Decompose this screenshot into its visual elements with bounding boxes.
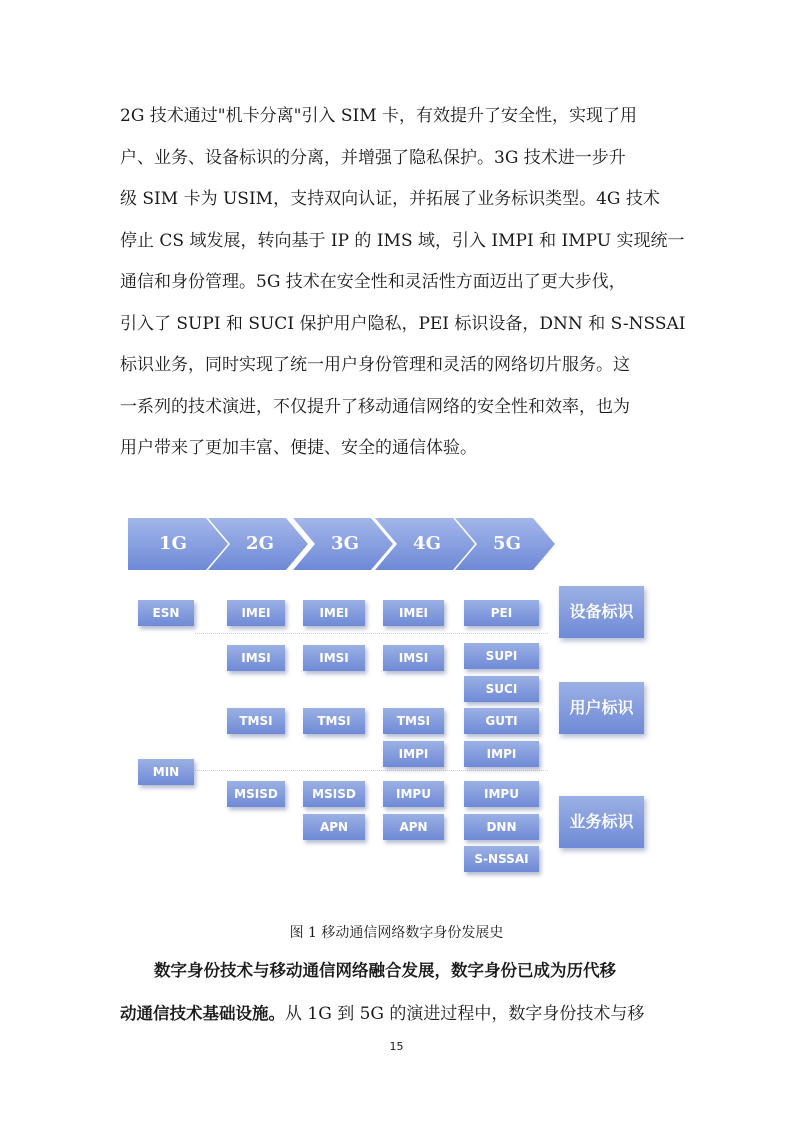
id-box-impi: IMPI: [464, 741, 539, 767]
id-box-msisd: MSISD: [227, 781, 285, 807]
closing-lead-line2: 动通信技术基础设施。: [120, 1003, 285, 1023]
category-device-id: 设备标识: [559, 586, 644, 638]
id-box-apn: APN: [303, 814, 365, 840]
id-box-tmsi: TMSI: [383, 708, 444, 734]
id-box-imei: IMEI: [227, 600, 285, 626]
id-box-imsi: IMSI: [227, 645, 285, 671]
generation-label: 4G: [413, 533, 441, 554]
id-box-pei: PEI: [464, 600, 539, 626]
generation-label: 5G: [493, 533, 521, 554]
generation-label: 2G: [246, 533, 274, 554]
id-box-tmsi: TMSI: [227, 708, 285, 734]
figure-caption: 图 1 移动通信网络数字身份发展史: [289, 925, 504, 941]
id-box-apn: APN: [383, 814, 444, 840]
id-box-esn: ESN: [138, 600, 194, 626]
generation-label: 3G: [331, 533, 359, 554]
id-box-supi: SUPI: [464, 643, 539, 669]
id-box-dnn: DNN: [464, 814, 539, 840]
intro-line: 通信和身份管理。5G 技术在安全性和灵活性方面迈出了更大步伐，: [120, 272, 626, 292]
id-box-min: MIN: [138, 759, 194, 785]
closing-paragraph: [120, 950, 680, 1035]
id-box-impi: IMPI: [383, 741, 444, 767]
id-box-tmsi: TMSI: [303, 708, 365, 734]
intro-line: 标识业务，同时实现了统一用户身份管理和灵活的网络切片服务。这: [120, 355, 630, 375]
intro-line: 一系列的技术演进，不仅提升了移动通信网络的安全性和效率，也为: [120, 396, 630, 417]
separator: [195, 770, 548, 771]
id-box-impu: IMPU: [464, 781, 539, 807]
separator: [195, 633, 548, 634]
id-box-impu: IMPU: [383, 781, 444, 807]
id-box-msisd: MSISD: [303, 781, 365, 807]
closing-rest: 从 1G 到 5G 的演进过程中，数字身份技术与移: [285, 1003, 645, 1024]
generation-chevron-5g: [455, 518, 555, 570]
generation-label: 1G: [159, 533, 187, 554]
id-box-imsi: IMSI: [303, 645, 365, 671]
id-box-guti: GUTI: [464, 708, 539, 734]
intro-line: 级 SIM 卡为 USIM，支持双向认证，并拓展了业务标识类型。4G 技术: [120, 189, 660, 209]
intro-line: 停止 CS 域发展，转向基于 IP 的 IMS 域，引入 IMPI 和 IMPU 实现统一: [120, 230, 685, 251]
intro-paragraph: [120, 96, 686, 470]
id-box-imsi: IMSI: [383, 645, 444, 671]
intro-line: 用户带来了更加丰富、便捷、安全的通信体验。: [120, 438, 477, 458]
intro-line: 户、业务、设备标识的分离，并增强了隐私保护。3G 技术进一步升: [120, 147, 626, 168]
intro-line: 引入了 SUPI 和 SUCI 保护用户隐私，PEI 标识设备，DNN 和 S-NSSAI: [120, 313, 686, 334]
id-box-imei: IMEI: [303, 600, 365, 626]
closing-lead-line1: 数字身份技术与移动通信网络融合发展，数字身份已成为历代移: [154, 961, 616, 980]
intro-line: 2G 技术通过"机卡分离"引入 SIM 卡，有效提升了安全性，实现了用: [120, 106, 638, 126]
id-box-imei: IMEI: [383, 600, 444, 626]
id-box-s-nssai: S-NSSAI: [464, 846, 539, 872]
category-user-id: 用户标识: [559, 682, 644, 734]
id-box-suci: SUCI: [464, 676, 539, 702]
page-number: 15: [389, 1040, 404, 1053]
category-service-id: 业务标识: [559, 796, 644, 848]
